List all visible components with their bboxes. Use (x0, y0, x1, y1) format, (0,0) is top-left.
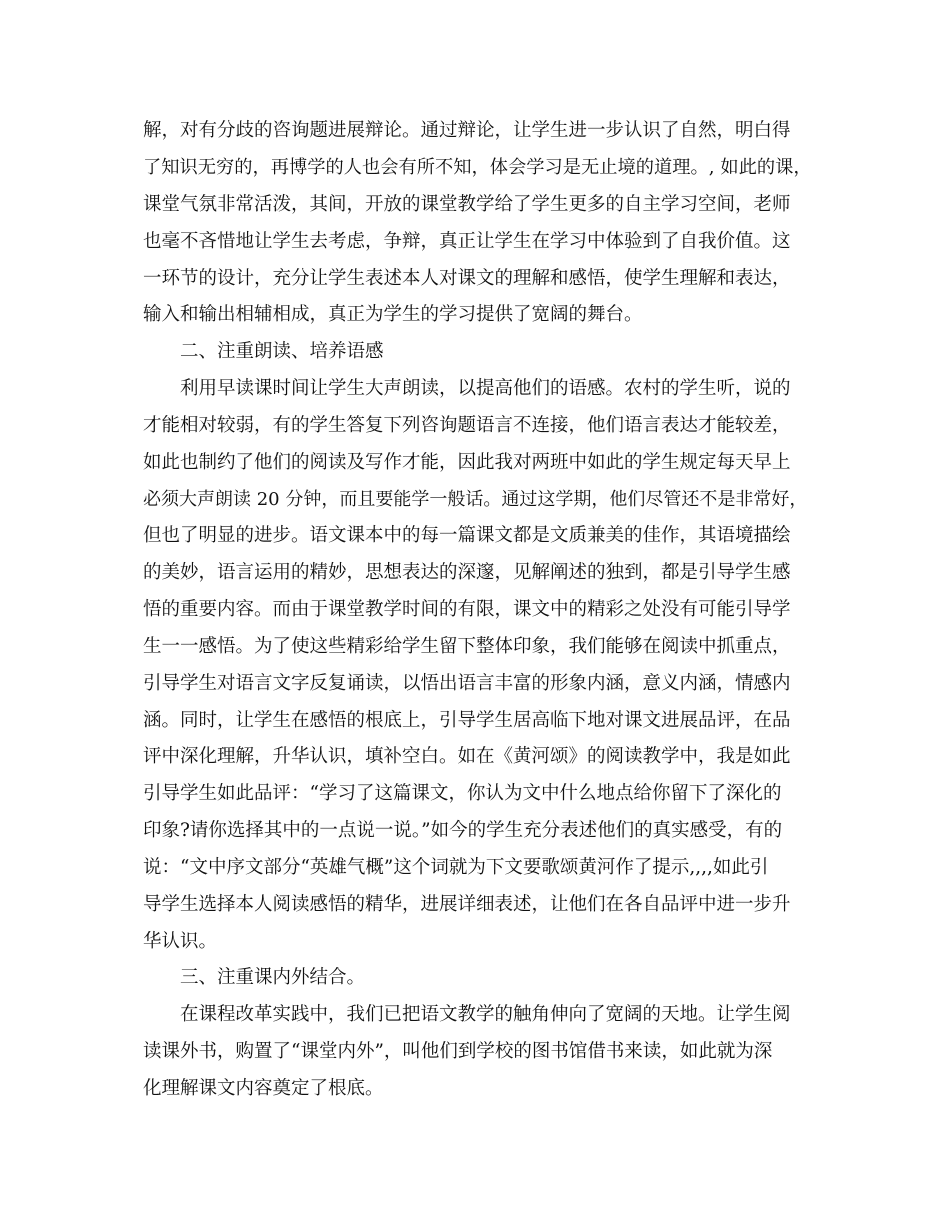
paragraph-line: 导学生选择本人阅读感悟的精华，进展详细表述，让他们在各自品评中进一步升 (143, 894, 791, 915)
paragraph-line: 引导学生对语言文字反复诵读，以悟出语言丰富的形象内涵，意义内涵，情感内 (143, 673, 791, 694)
section-heading: 二、注重朗读、培养语感 (180, 341, 384, 362)
paragraph-line: 利用早读课时间让学生大声朗读，以提高他们的语感。农村的学生听，说的 (180, 378, 791, 399)
paragraph-line: 但也了明显的进步。语文课本中的每一篇课文都是文质兼美的佳作，其语境描绘 (143, 525, 791, 546)
paragraph-line: 的美妙，语言运用的精妙，思想表达的深邃，见解阐述的独到，都是引导学生感 (143, 562, 791, 583)
paragraph-line: 也毫不吝惜地让学生去考虑，争辩，真正让学生在学习中体验到了自我价值。这 (143, 231, 791, 252)
paragraph-line: 解，对有分歧的咨询题进展辩论。通过辩论，让学生进一步认识了自然，明白得 (143, 120, 791, 141)
paragraph-line: 一环节的设计，充分让学生表述本人对课文的理解和感悟，使学生理解和表达， (143, 268, 791, 289)
paragraph-line: 课堂气氛非常活泼，其间，开放的课堂教学给了学生更多的自主学习空间，老师 (143, 194, 791, 215)
paragraph-line: 输入和输出相辅相成，真正为学生的学习提供了宽阔的舞台。 (143, 304, 643, 325)
paragraph-line: 如此也制约了他们的阅读及写作才能，因此我对两班中如此的学生规定每天早上 (143, 452, 791, 473)
paragraph-line: 了知识无穷的，再博学的人也会有所不知，体会学习是无止境的道理。, 如此的课， (143, 157, 812, 178)
paragraph-line: 生一一感悟。为了使这些精彩给学生留下整体印象，我们能够在阅读中抓重点， (143, 636, 791, 657)
paragraph-line: 读课外书，购置了“课堂内外”，叫他们到学校的图书馆借书来读，如此就为深 (143, 1041, 773, 1062)
paragraph-line: 说：“文中序文部分“英雄气概”这个词就为下文要歌颂黄河作了提示,,,,如此引 (143, 857, 769, 878)
paragraph-line: 化理解课文内容奠定了根底。 (143, 1078, 384, 1099)
paragraph-line: 在课程改革实践中，我们已把语文教学的触角伸向了宽阔的天地。让学生阅 (180, 1004, 791, 1025)
paragraph-line: 才能相对较弱，有的学生答复下列咨询题语言不连接，他们语言表达才能较差， (143, 415, 791, 436)
paragraph-line: 悟的重要内容。而由于课堂教学时间的有限，课文中的精彩之处没有可能引导学 (143, 599, 791, 620)
paragraph-line: 华认识。 (143, 931, 218, 952)
paragraph-line: 必须大声朗读 20 分钟，而且要能学一般话。通过这学期，他们尽管还不是非常好， (143, 489, 808, 510)
paragraph-line: 涵。同时，让学生在感悟的根底上，引导学生居高临下地对课文进展品评，在品 (143, 710, 791, 731)
paragraph-line: 引导学生如此品评：“学习了这篇课文，你认为文中什么地点给你留下了深化的 (143, 783, 782, 804)
paragraph-line: 印象?请你选择其中的一点说一说。”如今的学生充分表述他们的真实感受，有的 (143, 820, 783, 841)
paragraph-line: 评中深化理解，升华认识，填补空白。如在《黄河颂》的阅读教学中，我是如此 (143, 746, 791, 767)
section-heading: 三、注重课内外结合。 (180, 967, 366, 988)
